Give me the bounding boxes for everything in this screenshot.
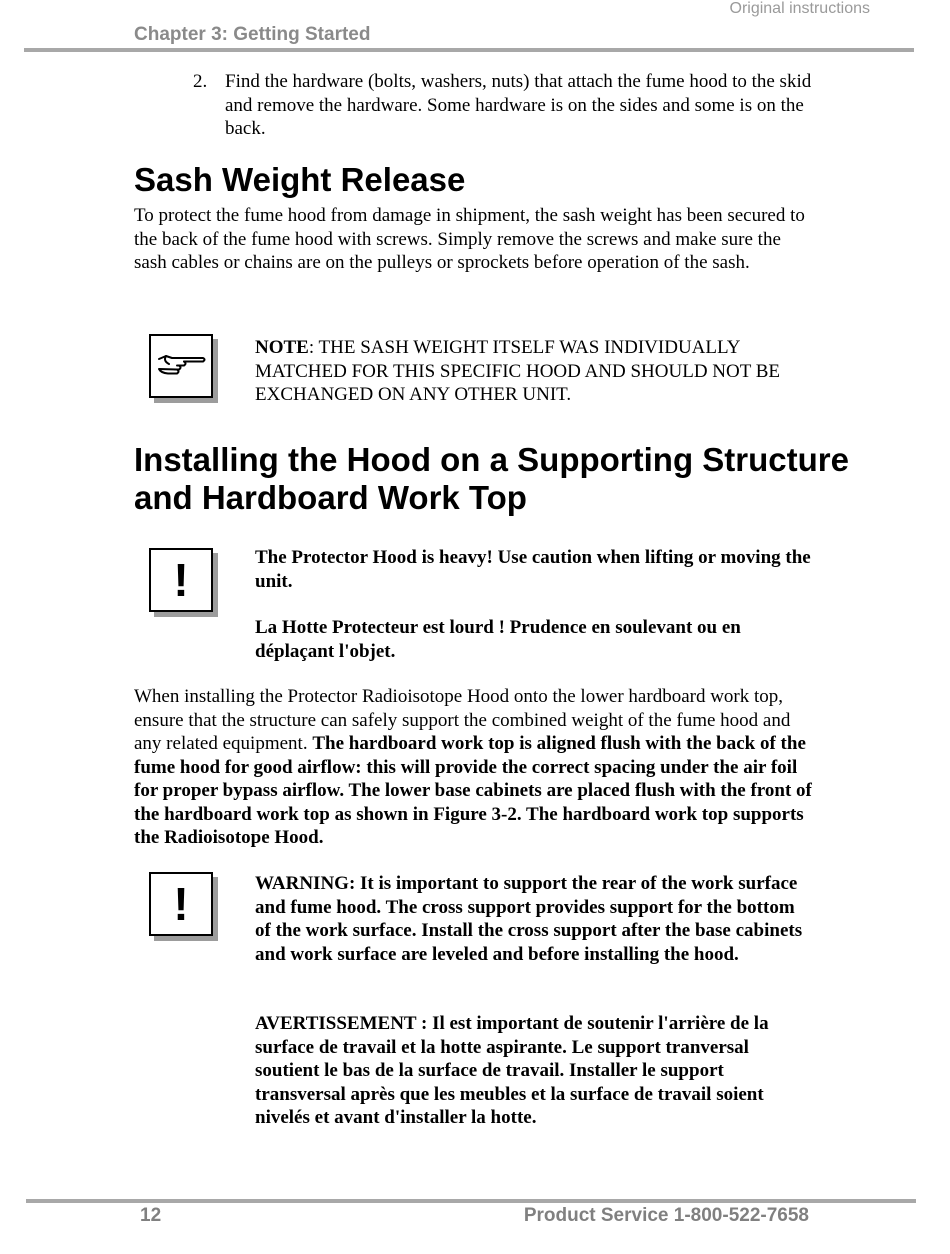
header-divider [24, 48, 914, 52]
exclamation-icon: ! [149, 548, 213, 612]
step-number: 2. [193, 71, 208, 92]
chapter-title: Chapter 3: Getting Started [134, 24, 371, 45]
caution-english: The Protector Hood is heavy! Use caution when lifting or moving the unit. [255, 547, 811, 592]
exclamation-icon: ! [149, 872, 213, 936]
pointing-hand-glyph [155, 350, 207, 382]
sash-note [255, 336, 815, 407]
footer-divider [26, 1199, 916, 1203]
installing-paragraph-bold: The hardboard work top is aligned flush with the back of the fume hood for good airflow: this will provide the correct spacing under the air foil for proper bypass airflow. The lower base cabinets are placed flush with the front of the hardboard work top as shown in Figure 3-2. The hardboard work top supports the Radioisotope Hood. [134, 733, 812, 848]
note-label: NOTE [255, 337, 309, 358]
step-text: Find the hardware (bolts, washers, nuts) that attach the fume hood to the skid and remove the hardware. Some hardware is on the sides and some is on the back. [225, 71, 812, 139]
installing-paragraph-regular: When installing the Protector Radioisotope Hood onto the lower hardboard work top, ensure that the structure can safely support the combined weight of the fume hood and any related equipment. [134, 686, 791, 754]
step-2 [193, 70, 813, 141]
original-instructions-label: Original instructions [729, 0, 870, 17]
warning-french: AVERTISSEMENT : Il est important de soutenir l'arrière de la surface de travail et la hotte aspirante. Le support tranversal soutient le bas de la surface de travail. Installer le support transversal après que les meubles et la surface de travail soient nivelés et avant d'installer la hotte. [255, 1013, 769, 1128]
warning-english: WARNING: It is important to support the rear of the work surface and fume hood. The cross support provides support for the bottom of the work surface. Install the cross support after the base cabinets and work surface are leveled and before installing the hood. [255, 873, 803, 965]
caution-french: La Hotte Protecteur est lourd ! Prudence en soulevant ou en déplaçant l'objet. [255, 617, 741, 662]
product-service-line: Product Service 1-800-522-7658 [523, 1205, 809, 1226]
page-number: 12 [140, 1205, 162, 1226]
sash-weight-heading: Sash Weight Release [134, 161, 466, 198]
installing-hood-heading: Installing the Hood on a Supporting Structure and Hardboard Work Top [134, 441, 849, 516]
pointing-hand-icon [149, 334, 213, 398]
installing-paragraph [134, 685, 814, 850]
note-text: : THE SASH WEIGHT ITSELF WAS INDIVIDUALLY MATCHED FOR THIS SPECIFIC HOOD AND SHOULD NOT BE EXCHANGED ON ANY OTHER UNIT. [255, 337, 781, 405]
sash-weight-paragraph: To protect the fume hood from damage in shipment, the sash weight has been secured to the back of the fume hood with screws. Simply remove the screws and make sure the sash cables or chains are on the pulleys or sprockets before operation of the sash. [134, 205, 805, 273]
